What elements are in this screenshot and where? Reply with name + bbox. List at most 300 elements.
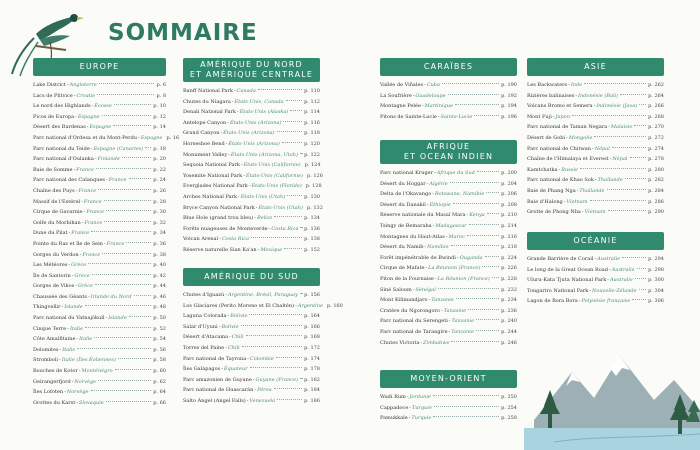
dot-leader	[456, 298, 499, 299]
entry-page-number: p. 228	[501, 275, 517, 282]
entry-name: Parc national Kruger	[380, 170, 434, 176]
entry-page-number: p. 66	[153, 399, 166, 406]
entry-page-number: p. 246	[501, 339, 517, 346]
toc-entry[interactable]	[33, 281, 166, 292]
entry-name: Parc national d'Ordesa et du Mont-Perdu	[33, 134, 137, 141]
entry-country: Ouganda	[459, 254, 483, 261]
toc-entry[interactable]	[380, 316, 517, 327]
entry-page-number: p. 278	[648, 156, 664, 163]
toc-entry[interactable]	[527, 275, 664, 286]
entry-page-number: p. 244	[501, 328, 517, 335]
entry-page-number: p. 194	[501, 103, 517, 110]
entry-separator: -	[243, 172, 245, 179]
dot-leader	[246, 335, 302, 336]
entry-name: Blue Hole (grand trou bleu)	[183, 215, 254, 222]
entry-separator: -	[254, 387, 257, 394]
entry-country: France	[76, 166, 94, 173]
toc-entry[interactable]	[33, 197, 166, 208]
entry-separator: -	[421, 103, 424, 110]
entry-country: Népal	[594, 145, 610, 152]
toc-entry[interactable]	[183, 107, 320, 118]
toc-entry[interactable]	[527, 144, 664, 155]
entry-name: Forêts nuageuses de Monteverde	[183, 225, 268, 232]
dot-leader	[106, 401, 151, 402]
dot-leader	[241, 325, 302, 326]
toc-entry[interactable]	[380, 306, 517, 317]
entry-separator: -	[608, 266, 611, 273]
entry-page-number: p. 254	[501, 404, 517, 411]
section-europe	[33, 58, 180, 408]
entry-country: Italie	[62, 346, 76, 353]
entry-separator: -	[254, 215, 256, 222]
entry-country: Sainte-Lucie	[440, 113, 473, 120]
toc-entry[interactable]	[183, 128, 320, 139]
dot-leader	[300, 378, 302, 379]
dot-leader	[92, 274, 152, 275]
toc-entry[interactable]	[380, 91, 517, 102]
entry-page-number: p. 18	[153, 145, 166, 152]
entry-country: Espagne	[89, 124, 112, 131]
dot-leader	[122, 157, 151, 158]
entry-separator: -	[221, 366, 223, 373]
entry-separator: -	[424, 82, 426, 88]
dot-leader	[625, 178, 646, 179]
dot-leader	[274, 216, 302, 217]
entry-separator: -	[67, 325, 69, 332]
dot-leader	[106, 210, 151, 211]
toc-entry[interactable]	[33, 101, 166, 112]
toc-entry[interactable]	[380, 101, 517, 112]
dot-leader	[455, 104, 499, 105]
entry-page-number: p. 156	[304, 292, 320, 298]
toc-entry[interactable]	[183, 385, 320, 396]
entry-page-number: p. 186	[304, 397, 320, 404]
dot-leader	[98, 380, 151, 381]
toc-entry[interactable]	[33, 186, 166, 197]
toc-entry[interactable]	[183, 396, 320, 407]
toc-entry[interactable]	[380, 295, 517, 306]
dot-leader	[607, 189, 647, 190]
entry-page-number: p. 42	[153, 272, 166, 279]
toc-entry[interactable]	[33, 154, 166, 165]
toc-entry[interactable]	[380, 338, 517, 349]
entry-country: Norvège	[74, 378, 97, 385]
dot-leader	[97, 94, 154, 95]
toc-entry[interactable]	[33, 260, 166, 271]
dot-leader	[102, 253, 151, 254]
toc-entry[interactable]	[183, 343, 320, 354]
entry-country: France	[78, 187, 97, 194]
entry-separator: -	[566, 134, 568, 141]
entry-page-number: p. 120	[304, 140, 320, 147]
entry-page-number: p. 184	[304, 387, 320, 394]
entry-page-number: p. 290	[648, 209, 664, 216]
entry-country: Espagne	[77, 113, 100, 120]
dot-leader	[85, 305, 151, 306]
entry-separator: -	[233, 88, 236, 94]
toc-entry[interactable]	[380, 179, 517, 190]
section-banner	[380, 58, 517, 76]
toc-entry[interactable]	[527, 254, 664, 265]
entry-separator: -	[434, 275, 437, 282]
entry-name: Désert des Bardenas	[33, 124, 86, 131]
section-title-line: OCÉANIE	[573, 236, 618, 245]
section-title-line: ET AMÉRIQUE CENTRALE	[189, 70, 314, 79]
section-title-line: ET OCEAN INDIEN	[403, 152, 494, 161]
dot-leader	[637, 268, 646, 269]
dot-leader	[442, 83, 499, 84]
toc-entry[interactable]	[33, 377, 166, 388]
entry-page-number: p. 268	[648, 113, 664, 120]
toc-entry[interactable]	[183, 86, 320, 97]
entry-country: Chili	[231, 334, 244, 341]
toc-entry[interactable]	[183, 301, 343, 312]
toc-entry[interactable]	[380, 413, 517, 424]
dot-leader	[300, 227, 302, 228]
entry-separator: -	[426, 180, 429, 187]
entry-name: Chaîne des Puys	[33, 187, 75, 194]
entry-page-number: p. 264	[648, 92, 664, 99]
entry-page-number: p. 40	[153, 262, 166, 269]
dot-leader	[104, 200, 152, 201]
entry-page-number: p. 262	[648, 82, 664, 88]
toc-entry[interactable]	[33, 228, 166, 239]
toc-entry[interactable]	[33, 292, 166, 303]
toc-entry[interactable]	[183, 139, 320, 150]
toc-entry[interactable]	[527, 101, 664, 112]
entry-separator: -	[426, 201, 429, 208]
toc-entry[interactable]	[33, 366, 166, 377]
entry-page-number: p. 38	[153, 251, 166, 258]
entry-country: Costa Rica	[221, 236, 249, 243]
toc-entry[interactable]	[33, 144, 166, 155]
toc-entry[interactable]	[183, 181, 320, 192]
entry-page-number: p. 166	[304, 323, 320, 330]
entry-page-number: p. 46	[153, 293, 166, 300]
toc-entry[interactable]	[33, 122, 166, 133]
entry-page-number: p. 130	[304, 193, 320, 200]
toc-entry[interactable]	[183, 150, 320, 161]
entry-page-number: p. 126	[306, 172, 323, 179]
entry-name: Parc national de Khao Sok	[527, 177, 594, 184]
entry-page-number: p. 284	[648, 187, 664, 194]
entry-country: Finlande	[97, 156, 120, 163]
dot-leader	[88, 263, 151, 264]
entry-country: Turquie	[411, 404, 432, 411]
entry-country: Jordanie	[409, 394, 431, 400]
dot-leader	[451, 245, 500, 246]
toc-entry[interactable]	[183, 290, 320, 301]
entry-name: Grand Canyon	[183, 130, 220, 137]
toc-entry[interactable]	[527, 207, 664, 218]
toc-entry[interactable]	[527, 186, 664, 197]
toc-entry[interactable]	[380, 189, 517, 200]
entry-country: États-Unis (Utah)	[258, 204, 303, 211]
toc-entry[interactable]	[527, 265, 664, 276]
entry-separator: -	[247, 355, 249, 362]
toc-entry[interactable]	[527, 296, 664, 307]
toc-entry[interactable]	[527, 133, 664, 144]
toc-entry[interactable]	[33, 334, 166, 345]
entry-separator: -	[412, 92, 415, 99]
section-asie	[527, 58, 664, 218]
entry-page-number: p. 32	[153, 219, 166, 226]
entry-country: Afrique du Sud	[436, 170, 475, 176]
entry-name: Cappadoce	[380, 404, 409, 411]
entry-name: Banff National Park	[183, 88, 233, 94]
entry-separator: -	[434, 170, 436, 176]
entry-page-number: p. 178	[304, 366, 320, 373]
entry-separator: -	[424, 244, 427, 251]
entry-separator: -	[87, 293, 90, 300]
toc-entry[interactable]	[183, 160, 320, 171]
entry-separator: -	[219, 236, 221, 243]
entry-separator: -	[227, 119, 229, 126]
entry-separator: -	[73, 92, 76, 99]
entry-page-number: p. 128	[305, 183, 322, 190]
dot-leader	[448, 94, 499, 95]
entry-page-number: p. 294	[648, 256, 664, 262]
entry-page-number: p. 270	[648, 124, 664, 131]
dot-leader	[284, 248, 302, 249]
dot-leader	[96, 168, 151, 169]
entry-separator: -	[83, 209, 86, 216]
dot-leader	[492, 277, 499, 278]
entry-name: Pitons de Sainte-Lucie	[380, 113, 437, 120]
entry-name: Vallée de Viñales	[380, 82, 424, 88]
dot-leader	[282, 142, 302, 143]
entry-separator: -	[563, 198, 566, 205]
toc-entry[interactable]	[183, 322, 320, 333]
entry-name: Kamtchatka	[527, 166, 558, 173]
entry-page-number: p. 134	[304, 215, 320, 222]
toc-entry[interactable]	[33, 165, 166, 176]
entry-separator: -	[75, 187, 78, 194]
toc-entry[interactable]	[183, 311, 320, 322]
entry-page-number: p. 116	[304, 119, 320, 126]
toc-entry[interactable]	[380, 253, 517, 264]
toc-entry[interactable]	[380, 274, 517, 285]
entry-country: Nouvelle-Zélande	[591, 287, 637, 294]
entry-country: Martinique	[424, 103, 453, 110]
toc-entry[interactable]	[380, 112, 517, 123]
entry-country: Islande	[108, 315, 127, 322]
entry-country: États-Unis (Arizona)	[229, 119, 282, 126]
entry-name: Pamukkale	[380, 415, 408, 422]
entry-name: Mont Kilimandjaro	[380, 297, 428, 304]
toc-entry[interactable]	[527, 197, 664, 208]
entry-name: Montagnes du Haut-Atlas	[380, 233, 445, 240]
entry-separator: -	[609, 156, 612, 163]
entry-name: Parc national du Serengeti	[380, 318, 448, 325]
toc-entry[interactable]	[33, 313, 166, 324]
entry-page-number: p. 196	[501, 113, 517, 120]
entry-name: Chutes du Niagara	[183, 98, 231, 105]
entry-name: Massif de l'Estérel	[33, 198, 81, 205]
entry-page-number: p. 306	[648, 298, 664, 305]
entry-country: États-Unis (Arizona)	[223, 130, 275, 137]
entry-separator: -	[225, 292, 227, 298]
entry-name: Arches National Park	[183, 193, 238, 200]
entry-name: Pointe du Raz et île de Sein	[33, 240, 103, 247]
toc-entry[interactable]	[527, 154, 664, 165]
entry-separator: -	[225, 140, 228, 147]
entry-name: Dolomites	[33, 346, 59, 353]
entry-separator: -	[257, 246, 260, 253]
entry-separator: -	[59, 346, 62, 353]
toc-entry[interactable]	[527, 175, 664, 186]
toc-entry[interactable]	[33, 345, 166, 356]
section-banner	[527, 232, 664, 250]
entry-name: Salar d'Uyuni	[183, 323, 218, 330]
entry-country: Algérie	[429, 180, 448, 187]
dot-leader	[114, 104, 151, 105]
entry-country: États-Unis (Floride)	[251, 183, 302, 190]
toc-entry[interactable]	[380, 392, 517, 403]
entry-separator: -	[594, 256, 597, 262]
entry-page-number: p. 272	[648, 134, 664, 141]
entry-separator: -	[558, 166, 561, 173]
entry-separator: -	[268, 225, 271, 232]
toc-entry[interactable]	[33, 355, 166, 366]
entry-separator: -	[406, 394, 409, 400]
entry-country: France	[108, 177, 127, 184]
entry-page-number: p. 174	[304, 355, 320, 362]
entry-separator: -	[425, 265, 428, 272]
entry-page-number: p. 56	[153, 346, 166, 353]
entry-name: Baie de Somme	[33, 166, 73, 173]
toc-entry[interactable]	[33, 271, 166, 282]
entry-page-number: p. 160	[326, 302, 343, 309]
toc-entry[interactable]	[380, 285, 517, 296]
entry-name: Désert du Hoggar	[380, 180, 426, 187]
toc-entry[interactable]	[380, 263, 517, 274]
entry-country: Namibie	[427, 244, 449, 251]
dot-leader	[482, 266, 499, 267]
toc-entry[interactable]	[33, 250, 166, 261]
dot-leader	[433, 416, 499, 417]
entry-separator: -	[252, 376, 255, 383]
entry-name: Parc national de Tayrona	[183, 355, 247, 362]
entry-country: Guyane (France)	[255, 376, 299, 383]
entry-separator: -	[71, 378, 74, 385]
toc-entry[interactable]	[33, 387, 166, 398]
entry-name: Volcan Arenal	[183, 236, 219, 243]
dot-leader	[145, 147, 151, 148]
toc-entry[interactable]	[33, 302, 166, 313]
toc-entry[interactable]	[183, 171, 323, 182]
entry-name: Les Météores	[33, 262, 68, 269]
toc-entry[interactable]	[527, 91, 664, 102]
toc-entry[interactable]	[33, 218, 166, 229]
toc-entry[interactable]	[380, 221, 517, 232]
toc-entry[interactable]	[380, 210, 517, 221]
toc-entry[interactable]	[33, 175, 166, 186]
toc-entry[interactable]	[33, 112, 166, 123]
toc-entry[interactable]	[183, 332, 320, 343]
entry-name: Yosemite National Park	[183, 172, 243, 179]
toc-entry[interactable]	[183, 192, 320, 203]
toc-entry[interactable]	[527, 165, 664, 176]
toc-entry[interactable]	[183, 203, 323, 214]
toc-entry[interactable]	[380, 403, 517, 414]
entry-page-number: p. 204	[501, 180, 517, 187]
section-amerique-sud	[183, 268, 343, 407]
entry-country: Tanzanie	[443, 307, 467, 314]
toc-entry[interactable]	[33, 239, 166, 250]
toc-entry[interactable]	[527, 80, 664, 91]
toc-entry[interactable]	[380, 80, 517, 91]
entry-country: Malaisie	[610, 124, 633, 131]
dot-leader	[622, 257, 646, 258]
entry-name: Désert de Gobi	[527, 134, 566, 141]
entry-country: France	[83, 198, 102, 205]
entry-country: Bolivie	[230, 313, 248, 320]
entry-name: Île de Santorin	[33, 272, 71, 279]
entry-country: Irlande du Nord	[90, 293, 132, 300]
toc-entry[interactable]	[183, 213, 320, 224]
section-banner	[183, 268, 320, 286]
entry-country: Thaïlande	[597, 177, 623, 184]
toc-entry[interactable]	[33, 80, 166, 91]
entry-page-number: p. 286	[648, 198, 664, 205]
entry-separator: -	[61, 304, 64, 311]
toc-entry[interactable]	[380, 232, 517, 243]
entry-country: Chili	[227, 344, 240, 351]
dot-leader	[276, 357, 302, 358]
entry-page-number: p. 216	[501, 233, 517, 240]
toc-entry[interactable]	[183, 224, 320, 235]
toc-entry[interactable]	[183, 354, 320, 365]
toc-entry[interactable]	[183, 375, 320, 386]
dot-leader	[630, 157, 647, 158]
toc-entry[interactable]	[33, 324, 166, 335]
dot-leader	[129, 178, 152, 179]
toc-entry[interactable]	[380, 168, 517, 179]
dot-leader	[590, 200, 647, 201]
toc-entry[interactable]	[33, 398, 166, 409]
toc-entry[interactable]	[33, 207, 166, 218]
dot-leader	[258, 89, 302, 90]
toc-entry[interactable]	[183, 245, 320, 256]
toc-entry[interactable]	[380, 327, 517, 338]
toc-entry[interactable]	[183, 364, 320, 375]
entry-name: Le long de la Great Ocean Road	[527, 266, 608, 273]
toc-entry[interactable]	[380, 200, 517, 211]
entry-page-number: p. 50	[153, 315, 166, 322]
section-banner	[380, 140, 517, 164]
entry-page-number: p. 122	[304, 151, 320, 158]
dot-leader	[476, 319, 499, 320]
toc-entry[interactable]	[527, 286, 664, 297]
entry-separator: -	[432, 191, 434, 198]
toc-entry[interactable]	[183, 118, 320, 129]
entry-separator: -	[437, 113, 440, 120]
entry-page-number: p. 258	[501, 415, 517, 422]
toc-entry[interactable]	[33, 91, 166, 102]
toc-entry[interactable]	[183, 234, 320, 245]
dot-leader	[635, 278, 646, 279]
toc-entry[interactable]	[380, 242, 517, 253]
dot-leader	[91, 231, 151, 232]
dot-leader	[580, 168, 646, 169]
entry-country: Cuba	[426, 82, 440, 88]
toc-entry[interactable]	[527, 112, 664, 123]
toc-entry[interactable]	[33, 133, 180, 144]
toc-entry[interactable]	[183, 97, 320, 108]
toc-entry[interactable]	[527, 122, 664, 133]
entry-country: Madagascar	[435, 222, 467, 229]
